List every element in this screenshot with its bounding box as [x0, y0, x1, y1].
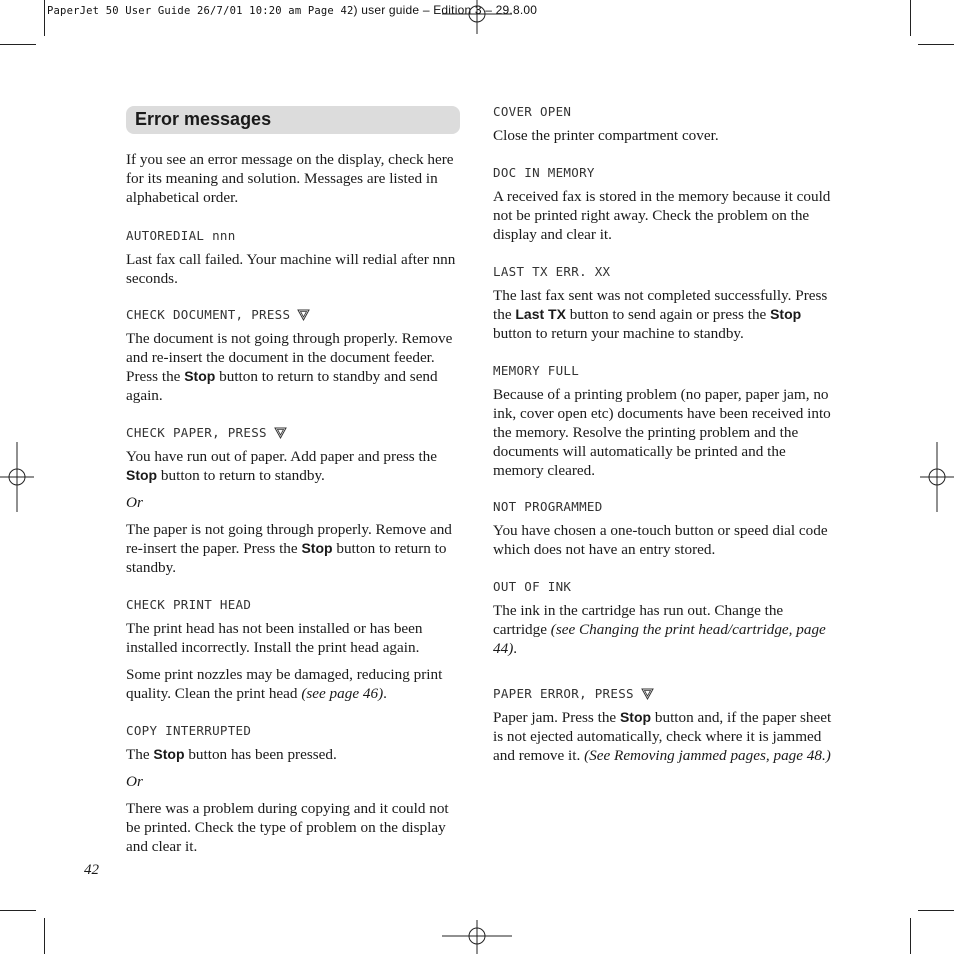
message-description: [493, 286, 838, 343]
registration-mark-bottom-icon: [442, 918, 512, 954]
message-code: [126, 723, 466, 739]
crop-mark-br-h: [918, 910, 954, 911]
message-code: [126, 307, 466, 323]
text-part: .: [513, 640, 518, 657]
registration-mark-left-icon: [0, 442, 36, 512]
message-description: [126, 329, 466, 405]
message-code: [493, 104, 838, 120]
message-code: [493, 579, 838, 595]
text-part: The paper is not going through properly. Remove and re-insert the paper. Press the: [126, 521, 452, 557]
message-code: [493, 363, 838, 379]
stop-key-icon: [640, 687, 655, 701]
text-part: button and, if the paper sheet is not ejected automatically, check where it is jammed and remove it.: [493, 709, 832, 764]
code-text: AUTOREDIAL nnn: [126, 228, 236, 243]
stop-key-icon: [273, 426, 288, 440]
stop-key-label: Stop: [153, 746, 185, 762]
message-description: [126, 665, 466, 703]
or-text: Or: [126, 773, 143, 790]
crop-mark-tl-v: [44, 0, 45, 36]
message-out-of-ink: [493, 579, 838, 658]
code-text: MEMORY FULL: [493, 363, 580, 378]
code-text: PAPER ERROR, PRESS: [493, 686, 634, 701]
stop-key-label: Stop: [126, 467, 158, 483]
message-check-document: [126, 307, 466, 405]
text-part: Some print nozzles may be damaged, reducing print quality. Clean the print head: [126, 666, 443, 702]
message-paper-error: [493, 686, 838, 765]
message-description: Close the printer compartment cover.: [493, 127, 719, 144]
code-text: LAST TX ERR. XX: [493, 264, 611, 279]
text-part: button to return to standby.: [126, 540, 447, 576]
stop-key-label: Stop: [770, 306, 802, 322]
crop-mark-bl-v: [44, 918, 45, 954]
message-description: [493, 708, 838, 765]
message-not-programmed: [493, 499, 838, 559]
code-text: COPY INTERRUPTED: [126, 723, 252, 738]
message-doc-in-memory: [493, 165, 838, 244]
message-code: [493, 264, 838, 280]
message-description: [126, 520, 466, 577]
message-code: [126, 425, 466, 441]
crop-mark-bl-h: [0, 910, 36, 911]
message-check-paper: [126, 425, 466, 577]
text-part: button to return to standby and send again.: [126, 368, 438, 404]
text-part: button to send again or press the: [565, 306, 771, 323]
page-reference: (See Removing jammed pages, page 48.): [584, 747, 831, 764]
message-memory-full: [493, 363, 838, 480]
stop-key-label: Stop: [184, 368, 216, 384]
text-part: The: [126, 746, 154, 763]
message-autoredial: [126, 228, 466, 288]
text-part: The document is not going through properly. Remove and re-insert the document in the document feeder. Press the: [126, 330, 453, 385]
message-code: [126, 228, 466, 244]
message-last-tx-err: [493, 264, 838, 343]
slug-mono: PaperJet 50 User Guide 26/7/01 10:20 am Page 42: [47, 5, 354, 17]
page-reference: (see page 46): [301, 685, 384, 702]
section-heading-bar: [126, 106, 460, 134]
message-description: There was a problem during copying and it could not be printed. Check the type of problem on the display and clear it.: [126, 800, 449, 855]
code-text: NOT PROGRAMMED: [493, 499, 603, 514]
crop-mark-tr-v: [910, 0, 911, 36]
message-description: [493, 601, 838, 658]
code-text: OUT OF INK: [493, 579, 572, 594]
message-description: Last fax call failed. Your machine will redial after nnn seconds.: [126, 251, 456, 287]
message-code: [493, 686, 838, 702]
code-text: COVER OPEN: [493, 104, 572, 119]
slug-edition: ) user guide – Edition 3 – 29.8.00: [353, 3, 538, 17]
crop-mark-br-v: [910, 918, 911, 954]
text-part: The ink in the cartridge has run out. Change the cartridge: [493, 602, 784, 638]
message-description: [126, 745, 466, 764]
code-text: CHECK PRINT HEAD: [126, 597, 252, 612]
text-part: button to return to standby.: [157, 467, 325, 484]
message-code: [493, 499, 838, 515]
stop-key-label: Stop: [301, 540, 333, 556]
message-description: A received fax is stored in the memory because it could not be printed right away. Check the problem on the display and clear it.: [493, 188, 831, 243]
text-part: .: [383, 685, 387, 702]
message-description: The print head has not been installed or has been installed incorrectly. Install the print head again.: [126, 620, 423, 656]
crop-mark-tl-h: [0, 44, 36, 45]
registration-mark-top-icon: [442, 0, 512, 36]
message-description: You have chosen a one-touch button or speed dial code which does not have an entry stored.: [493, 522, 828, 558]
text-part: The last fax sent was not completed successfully. Press the: [493, 287, 828, 323]
registration-mark-right-icon: [918, 442, 954, 512]
text-part: button to return your machine to standby.: [493, 325, 744, 342]
code-text: CHECK DOCUMENT, PRESS: [126, 307, 291, 322]
or-separator: [126, 493, 466, 512]
message-description: [126, 447, 466, 485]
message-copy-interrupted: [126, 723, 466, 856]
stop-key-label: Stop: [619, 709, 652, 725]
message-description: Because of a printing problem (no paper, paper jam, no ink, cover open etc) documents have been received into the memory. Resolve the printing problem and the documents will automatically be printed and the memory cleared.: [493, 386, 831, 479]
message-code: [126, 597, 466, 613]
or-separator: [126, 772, 466, 791]
text-part: You have run out of paper. Add paper and press the: [126, 448, 437, 465]
message-code: [493, 165, 838, 181]
or-text: Or: [126, 494, 143, 511]
page-reference: (see Changing the print head/cartridge, page 44): [493, 621, 826, 657]
text-part: button has been pressed.: [184, 746, 337, 763]
page-title: Error messages: [135, 109, 272, 129]
code-text: CHECK PAPER, PRESS: [126, 425, 267, 440]
last-tx-key-label: Last TX: [515, 306, 566, 322]
message-check-print-head: [126, 597, 466, 703]
intro-text: If you see an error message on the display, check here for its meaning and solution. Messages are listed in alphabetical order.: [126, 151, 454, 206]
message-cover-open: [493, 104, 838, 145]
stop-key-icon: [296, 308, 311, 322]
text-part: Paper jam. Press the: [493, 709, 620, 726]
code-text: DOC IN MEMORY: [493, 165, 595, 180]
crop-mark-tr-h: [918, 44, 954, 45]
intro-paragraph: [126, 150, 466, 207]
page-number: 42: [84, 862, 99, 878]
